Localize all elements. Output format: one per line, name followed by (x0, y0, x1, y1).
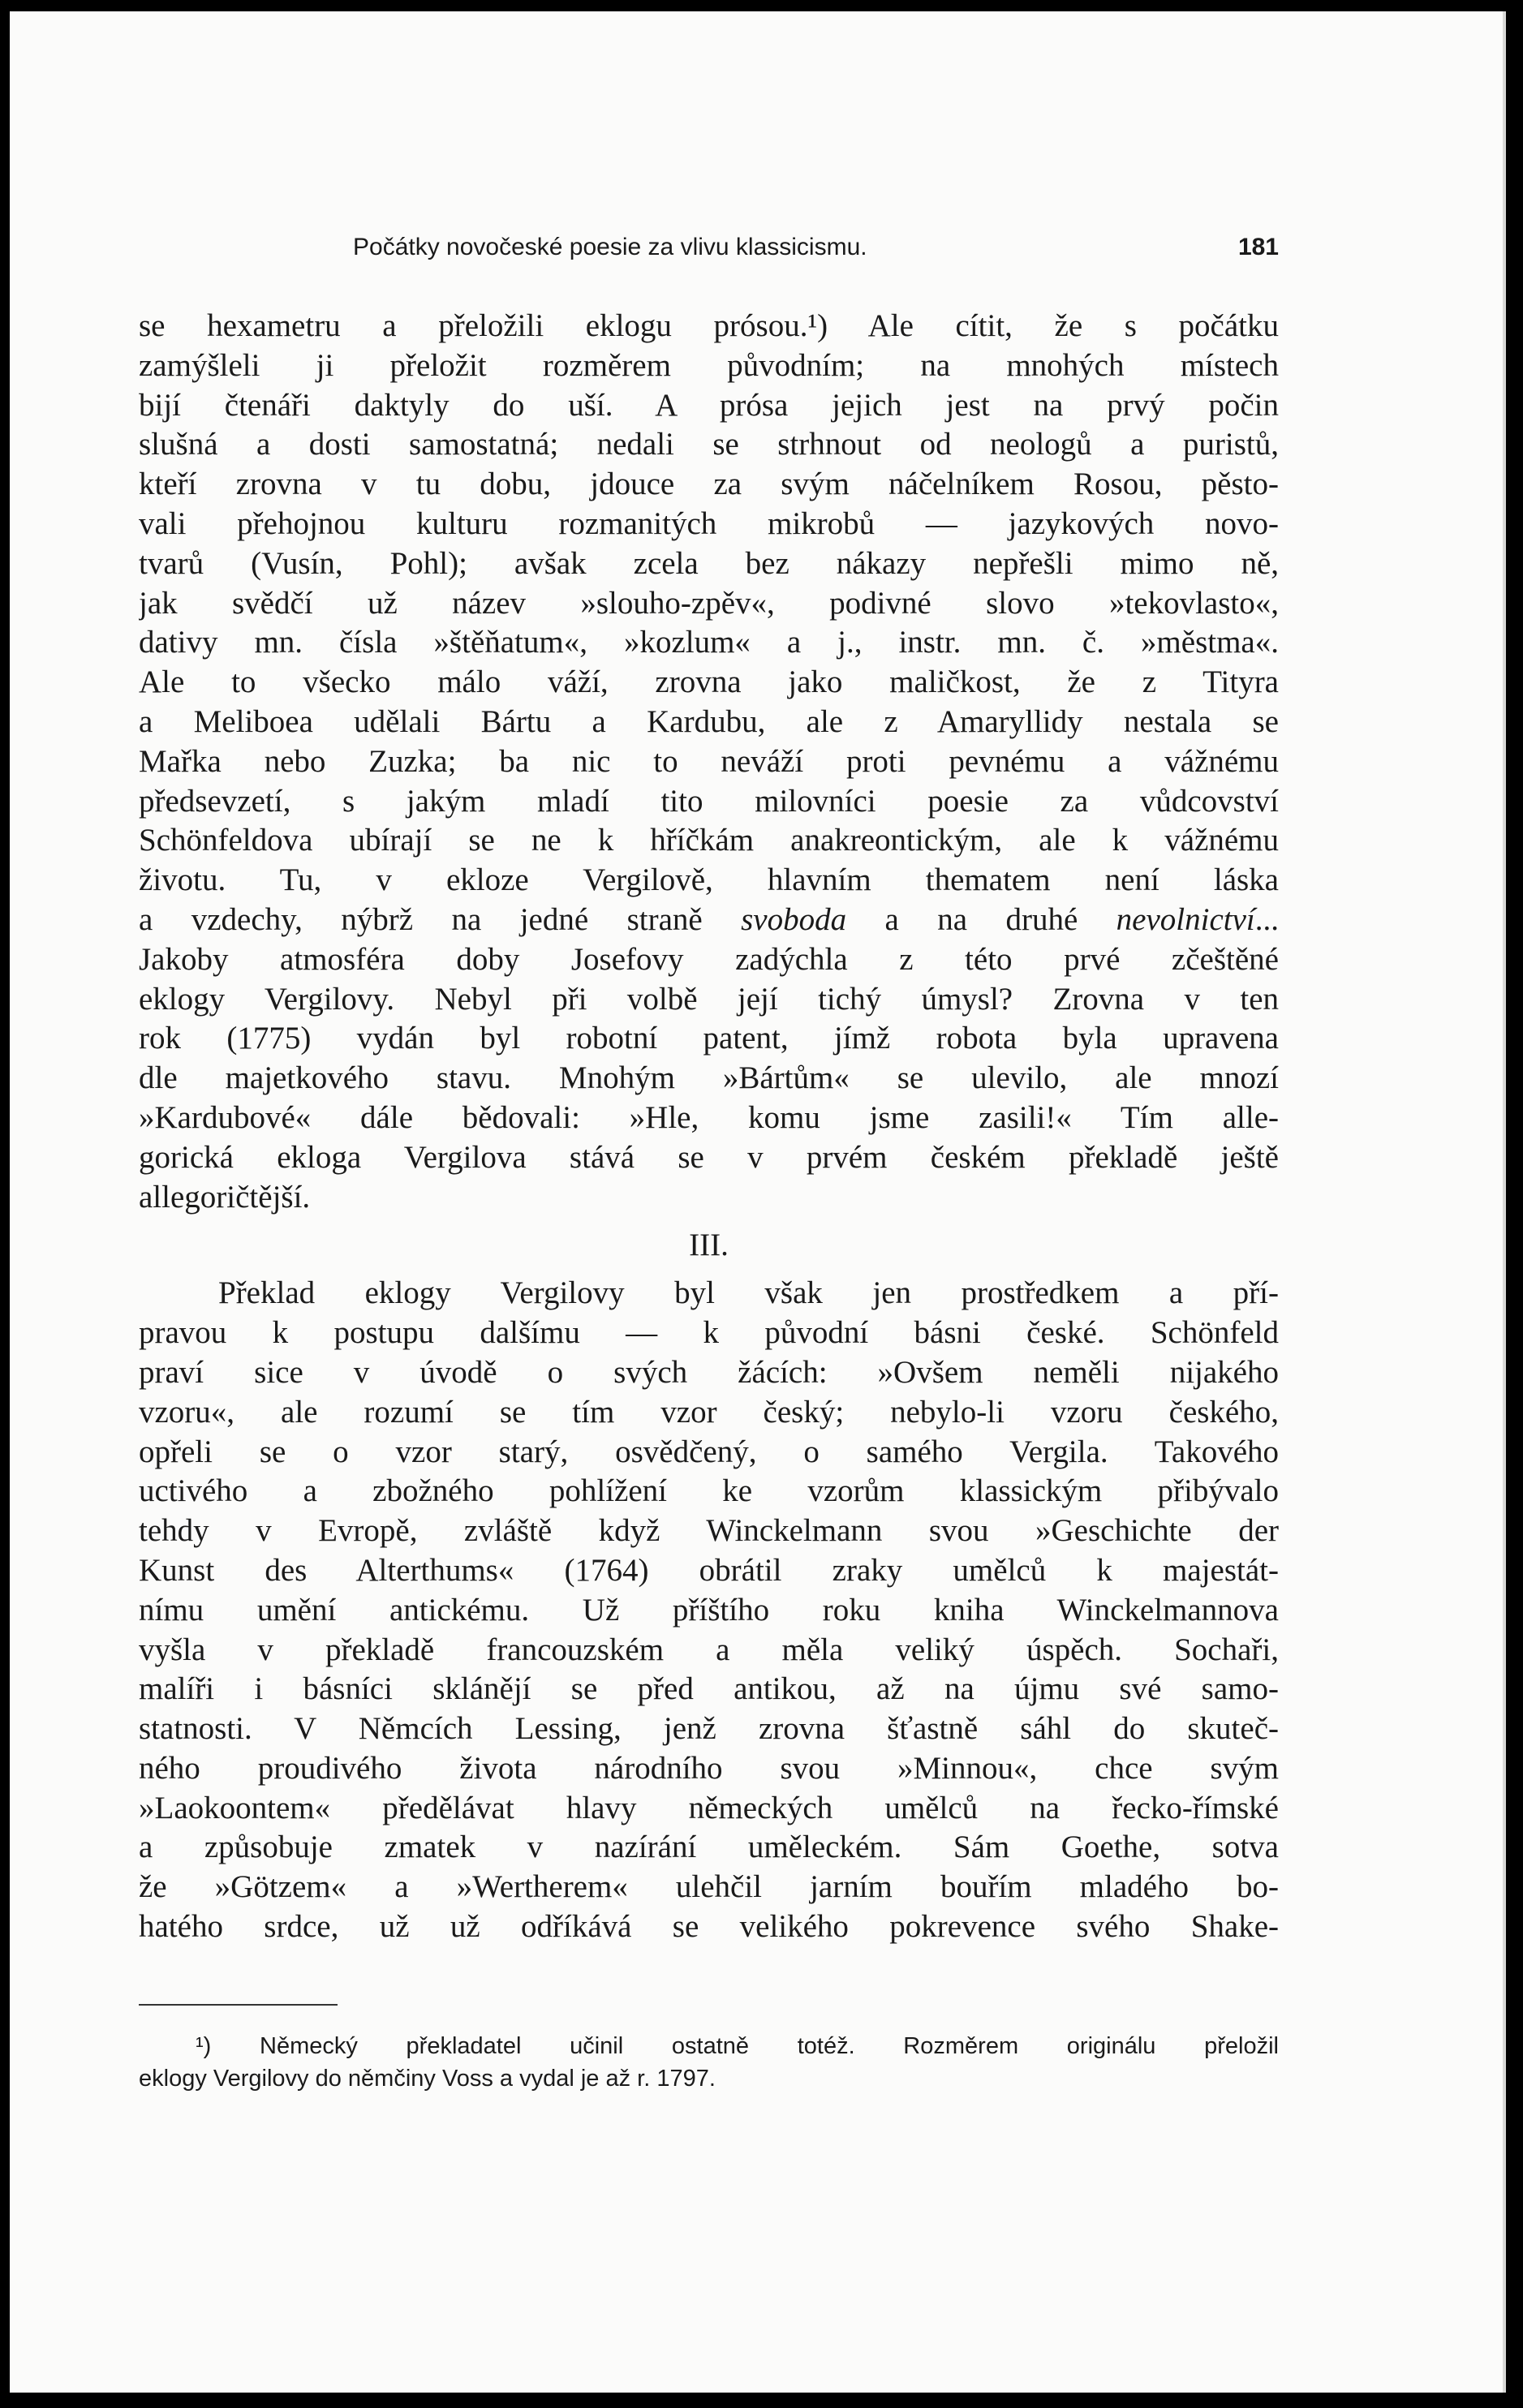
footnote-line: ¹) Německý překladatel učinil ostatně totéž. Rozměrem originálu přeložil (196, 2033, 1279, 2059)
text-line: praví sice v úvodě o svých žácích: »Ovšem neměli nijakého (139, 1354, 1279, 1390)
text-line: kteří zrovna v tu dobu, jdouce za svým náčelníkem Rosou, pěsto- (139, 467, 1279, 502)
text-line: »Laokoontem« předělávat hlavy německých umělců na řecko-římské (139, 1790, 1279, 1825)
footnote-rule (139, 2004, 338, 2006)
text-line: tvarů (Vusín, Pohl); avšak zcela bez nákazy nepřešli mimo ně, (139, 545, 1279, 581)
text-line: vzoru«, ale rozumí se tím vzor český; nebylo-li vzoru českého, (139, 1394, 1279, 1430)
text-line: pravou k postupu dalšímu — k původní básni české. Schönfeld (139, 1315, 1279, 1351)
text-line: a způsobuje zmatek v nazírání uměleckém. Sám Goethe, sotva (139, 1830, 1279, 1865)
text-line: jak svědčí už název »slouho-zpěv«, podivné slovo »tekovlasto«, (139, 585, 1279, 621)
text-line: gorická ekloga Vergilova stává se v prvém českém překladě ještě (139, 1139, 1279, 1175)
text-line: Jakoby atmosféra doby Josefovy zadýchla z této prvé zčeštěné (139, 941, 1279, 977)
footnote-line: eklogy Vergilovy do němčiny Voss a vydal je až r. 1797. (139, 2066, 716, 2092)
text-line: uctivého a zbožného pohlížení ke vzorům klassickým přibývalo (139, 1473, 1279, 1509)
text-line: nímu umění antickému. Už příštího roku kniha Winckelmannova (139, 1592, 1279, 1628)
paragraph-1 (139, 307, 1279, 1217)
text-line: hatého srdce, už už odříkává se velikého pokrevence svého Shake- (139, 1909, 1279, 1945)
footnote (139, 2030, 1279, 2095)
text-line: bijí čtenáři daktyly do uší. A prósa jejich jest na prvý počin (139, 387, 1279, 423)
text-line: a Meliboea udělali Bártu a Kardubu, ale z Amaryllidy nestala se (139, 703, 1279, 739)
text-line: tehdy v Evropě, zvláště když Winckelmann svou »Geschichte der (139, 1513, 1279, 1549)
text-line: Mařka nebo Zuzka; ba nic to neváží proti pevnému a vážnému (139, 743, 1279, 779)
text-line: životu. Tu, v ekloze Vergilově, hlavním thematem není láska (139, 862, 1279, 898)
text-line: Kunst des Alterthums« (1764) obrátil zraky umělců k majestát- (139, 1552, 1279, 1588)
text-line: allegoričtější. (139, 1179, 311, 1215)
body-text (139, 307, 1279, 1947)
text-line: vali přehojnou kulturu rozmanitých mikrobů — jazykových novo- (139, 505, 1279, 541)
text-line: Ale to všecko málo váží, zrovna jako maličkost, že z Tityra (139, 664, 1279, 700)
text-line: dativy mn. čísla »štěňatum«, »kozlum« a j., instr. mn. č. »městma«. (139, 625, 1279, 660)
text-line: zamýšleli ji přeložit rozměrem původním; na mnohých místech (139, 347, 1279, 383)
text-line: se hexametru a přeložili eklogu prósou.¹) Ale cítit, že s počátku (139, 308, 1279, 343)
page-number: 181 (1237, 234, 1279, 260)
text-line: malíři i básníci sklánějí se před antikou, až na újmu své samo- (139, 1671, 1279, 1707)
text-line: a vzdechy, nýbrž na jedné straně svoboda a na druhé nevolnictví... (139, 901, 1279, 937)
text-line: Překlad eklogy Vergilovy byl však jen prostředkem a pří- (218, 1275, 1279, 1311)
text-line: dle majetkového stavu. Mnohým »Bártům« se ulevilo, ale mnozí (139, 1060, 1279, 1096)
text-line: slušná a dosti samostatná; nedali se strhnout od neologů a puristů, (139, 427, 1279, 462)
text-line: statnosti. V Němcích Lessing, jenž zrovna šťastně sáhl do skuteč- (139, 1711, 1279, 1747)
text-line: opřeli se o vzor starý, osvědčený, o samého Vergila. Takového (139, 1434, 1279, 1469)
text-line: rok (1775) vydán byl robotní patent, jímž robota byla upravena (139, 1021, 1279, 1056)
section-heading: III. (689, 1228, 729, 1263)
text-line: předsevzetí, s jakým mladí tito milovníci poesie za vůdcovství (139, 783, 1279, 819)
text-line: vyšla v překladě francouzském a měla veliký úspěch. Sochaři, (139, 1632, 1279, 1667)
text-line: eklogy Vergilovy. Nebyl při volbě její tichý úmysl? Zrovna v ten (139, 981, 1279, 1017)
paragraph-2 (139, 1274, 1279, 1947)
text-line: Schönfeldova ubírají se ne k hříčkám anakreontickým, ale k vážnému (139, 823, 1279, 858)
text-line: »Kardubové« dále bědovali: »Hle, komu jsme zasili!« Tím alle- (139, 1099, 1279, 1135)
text-line: že »Götzem« a »Wertherem« ulehčil jarním bouřím mladého bo- (139, 1869, 1279, 1905)
text-line: ného proudivého života národního svou »Minnou«, chce svým (139, 1750, 1279, 1786)
running-title: Počátky novočeské poesie za vlivu klassicismu. (353, 234, 867, 260)
